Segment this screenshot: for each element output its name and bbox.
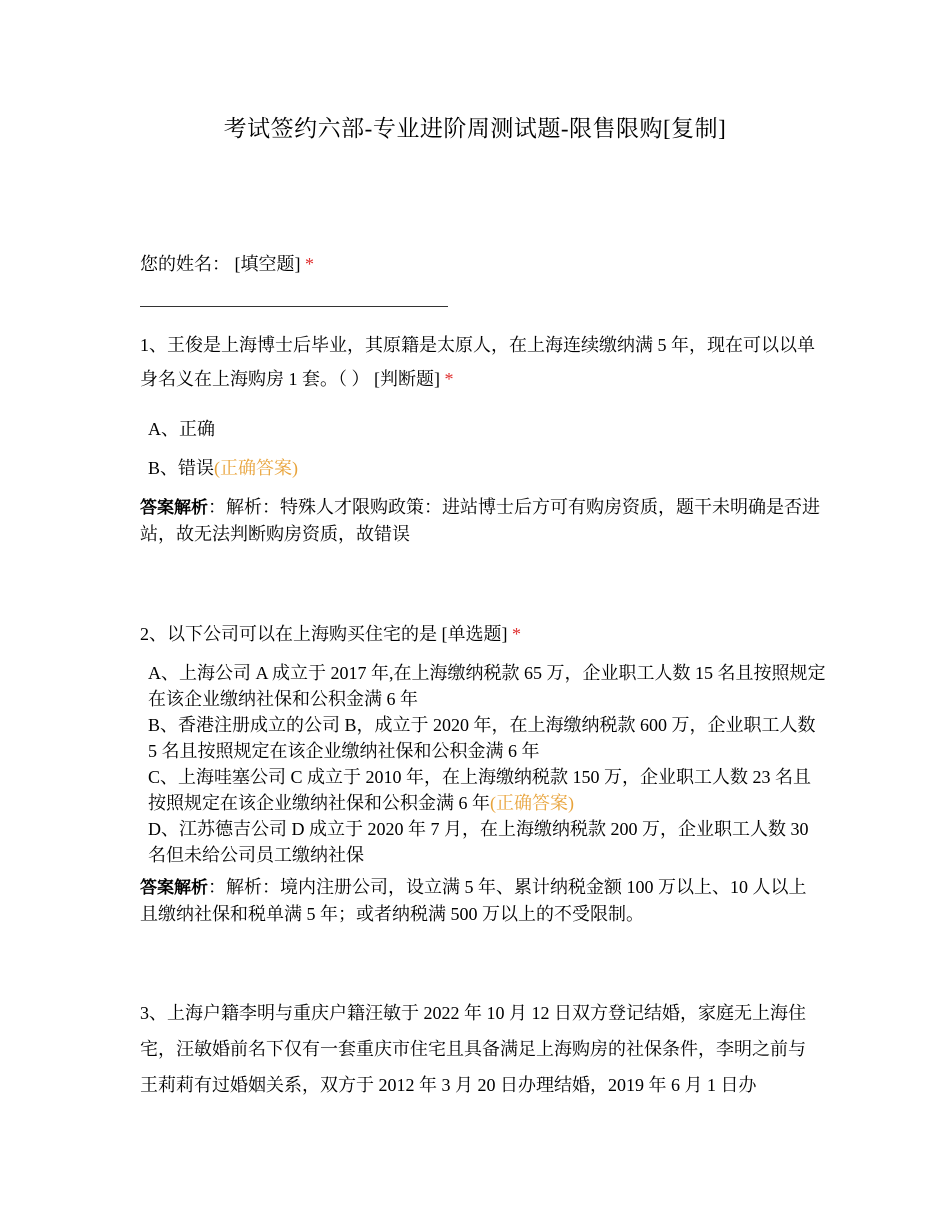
required-mark: * — [444, 369, 454, 389]
question-2-type: [单选题] — [441, 624, 508, 644]
question-1-text: 1、王俊是上海博士后毕业，其原籍是太原人，在上海连续缴纳满 5 年，现在可以以单身名义在上海购房 1 套。（ ） — [140, 335, 815, 389]
question-2-text: 2、以下公司可以在上海购买住宅的是 — [140, 624, 437, 644]
analysis-label: 答案解析 — [140, 878, 208, 898]
q1-option-a[interactable]: A、正确 — [148, 419, 215, 439]
name-input-line[interactable] — [140, 306, 448, 307]
required-mark: * — [512, 624, 521, 644]
q1-analysis — [140, 494, 820, 547]
page-title: 考试签约六部-专业进阶周测试题-限售限购[复制] — [223, 116, 727, 141]
q2-option-d[interactable]: D、江苏德吉公司 D 成立于 2020 年 7 月，在上海缴纳税款 200 万，企业职工人数 30 名但未给公司员工缴纳社保 — [148, 819, 809, 865]
question-3 — [140, 995, 820, 1103]
name-label: 您的姓名： — [140, 254, 230, 274]
question-2 — [140, 621, 820, 647]
q2-analysis — [140, 874, 820, 927]
question-1-type: [判断题] — [374, 369, 440, 389]
q2-option-c[interactable]: C、上海哇塞公司 C 成立于 2010 年，在上海缴纳税款 150 万，企业职工人数 23 名且按照规定在该企业缴纳社保和公积金满 6 年(正确答案) — [148, 767, 812, 813]
question-type: [填空题] — [234, 254, 301, 274]
analysis-text: ：解析：特殊人才限购政策：进站博士后方可有购房资质，题干未明确是否进站，故无法判断购房资质，故错误 — [140, 497, 820, 544]
q2-option-b[interactable]: B、香港注册成立的公司 B，成立于 2020 年，在上海缴纳税款 600 万，企业职工人数 5 名且按照规定在该企业缴纳社保和公积金满 6 年 — [148, 715, 816, 761]
correct-answer-mark: (正确答案) — [214, 458, 299, 478]
analysis-text: ：解析：境内注册公司，设立满 5 年、累计纳税金额 100 万以上、10 人以上且缴纳社保和税单满 5 年；或者纳税满 500 万以上的不受限制。 — [140, 877, 807, 924]
q1-option-b[interactable]: B、错误(正确答案) — [148, 458, 299, 478]
q2-option-a[interactable]: A、上海公司 A 成立于 2017 年,在上海缴纳税款 65 万，企业职工人数 15 名且按照规定在该企业缴纳社保和公积金满 6 年 — [148, 663, 826, 709]
name-question — [140, 252, 820, 276]
correct-answer-mark: (正确答案) — [490, 793, 574, 813]
analysis-label: 答案解析 — [140, 498, 208, 518]
question-1 — [140, 328, 820, 396]
required-mark: * — [305, 254, 314, 274]
question-3-text: 3、上海户籍李明与重庆户籍汪敏于 2022 年 10 月 12 日双方登记结婚，家庭无上海住宅，汪敏婚前名下仅有一套重庆市住宅且具备满足上海购房的社保条件，李明之前与王莉莉有过婚姻关系，双方于 2012 年 3 月 20 日办理结婚，2019 年 6 月 1 日办 — [140, 1003, 806, 1095]
